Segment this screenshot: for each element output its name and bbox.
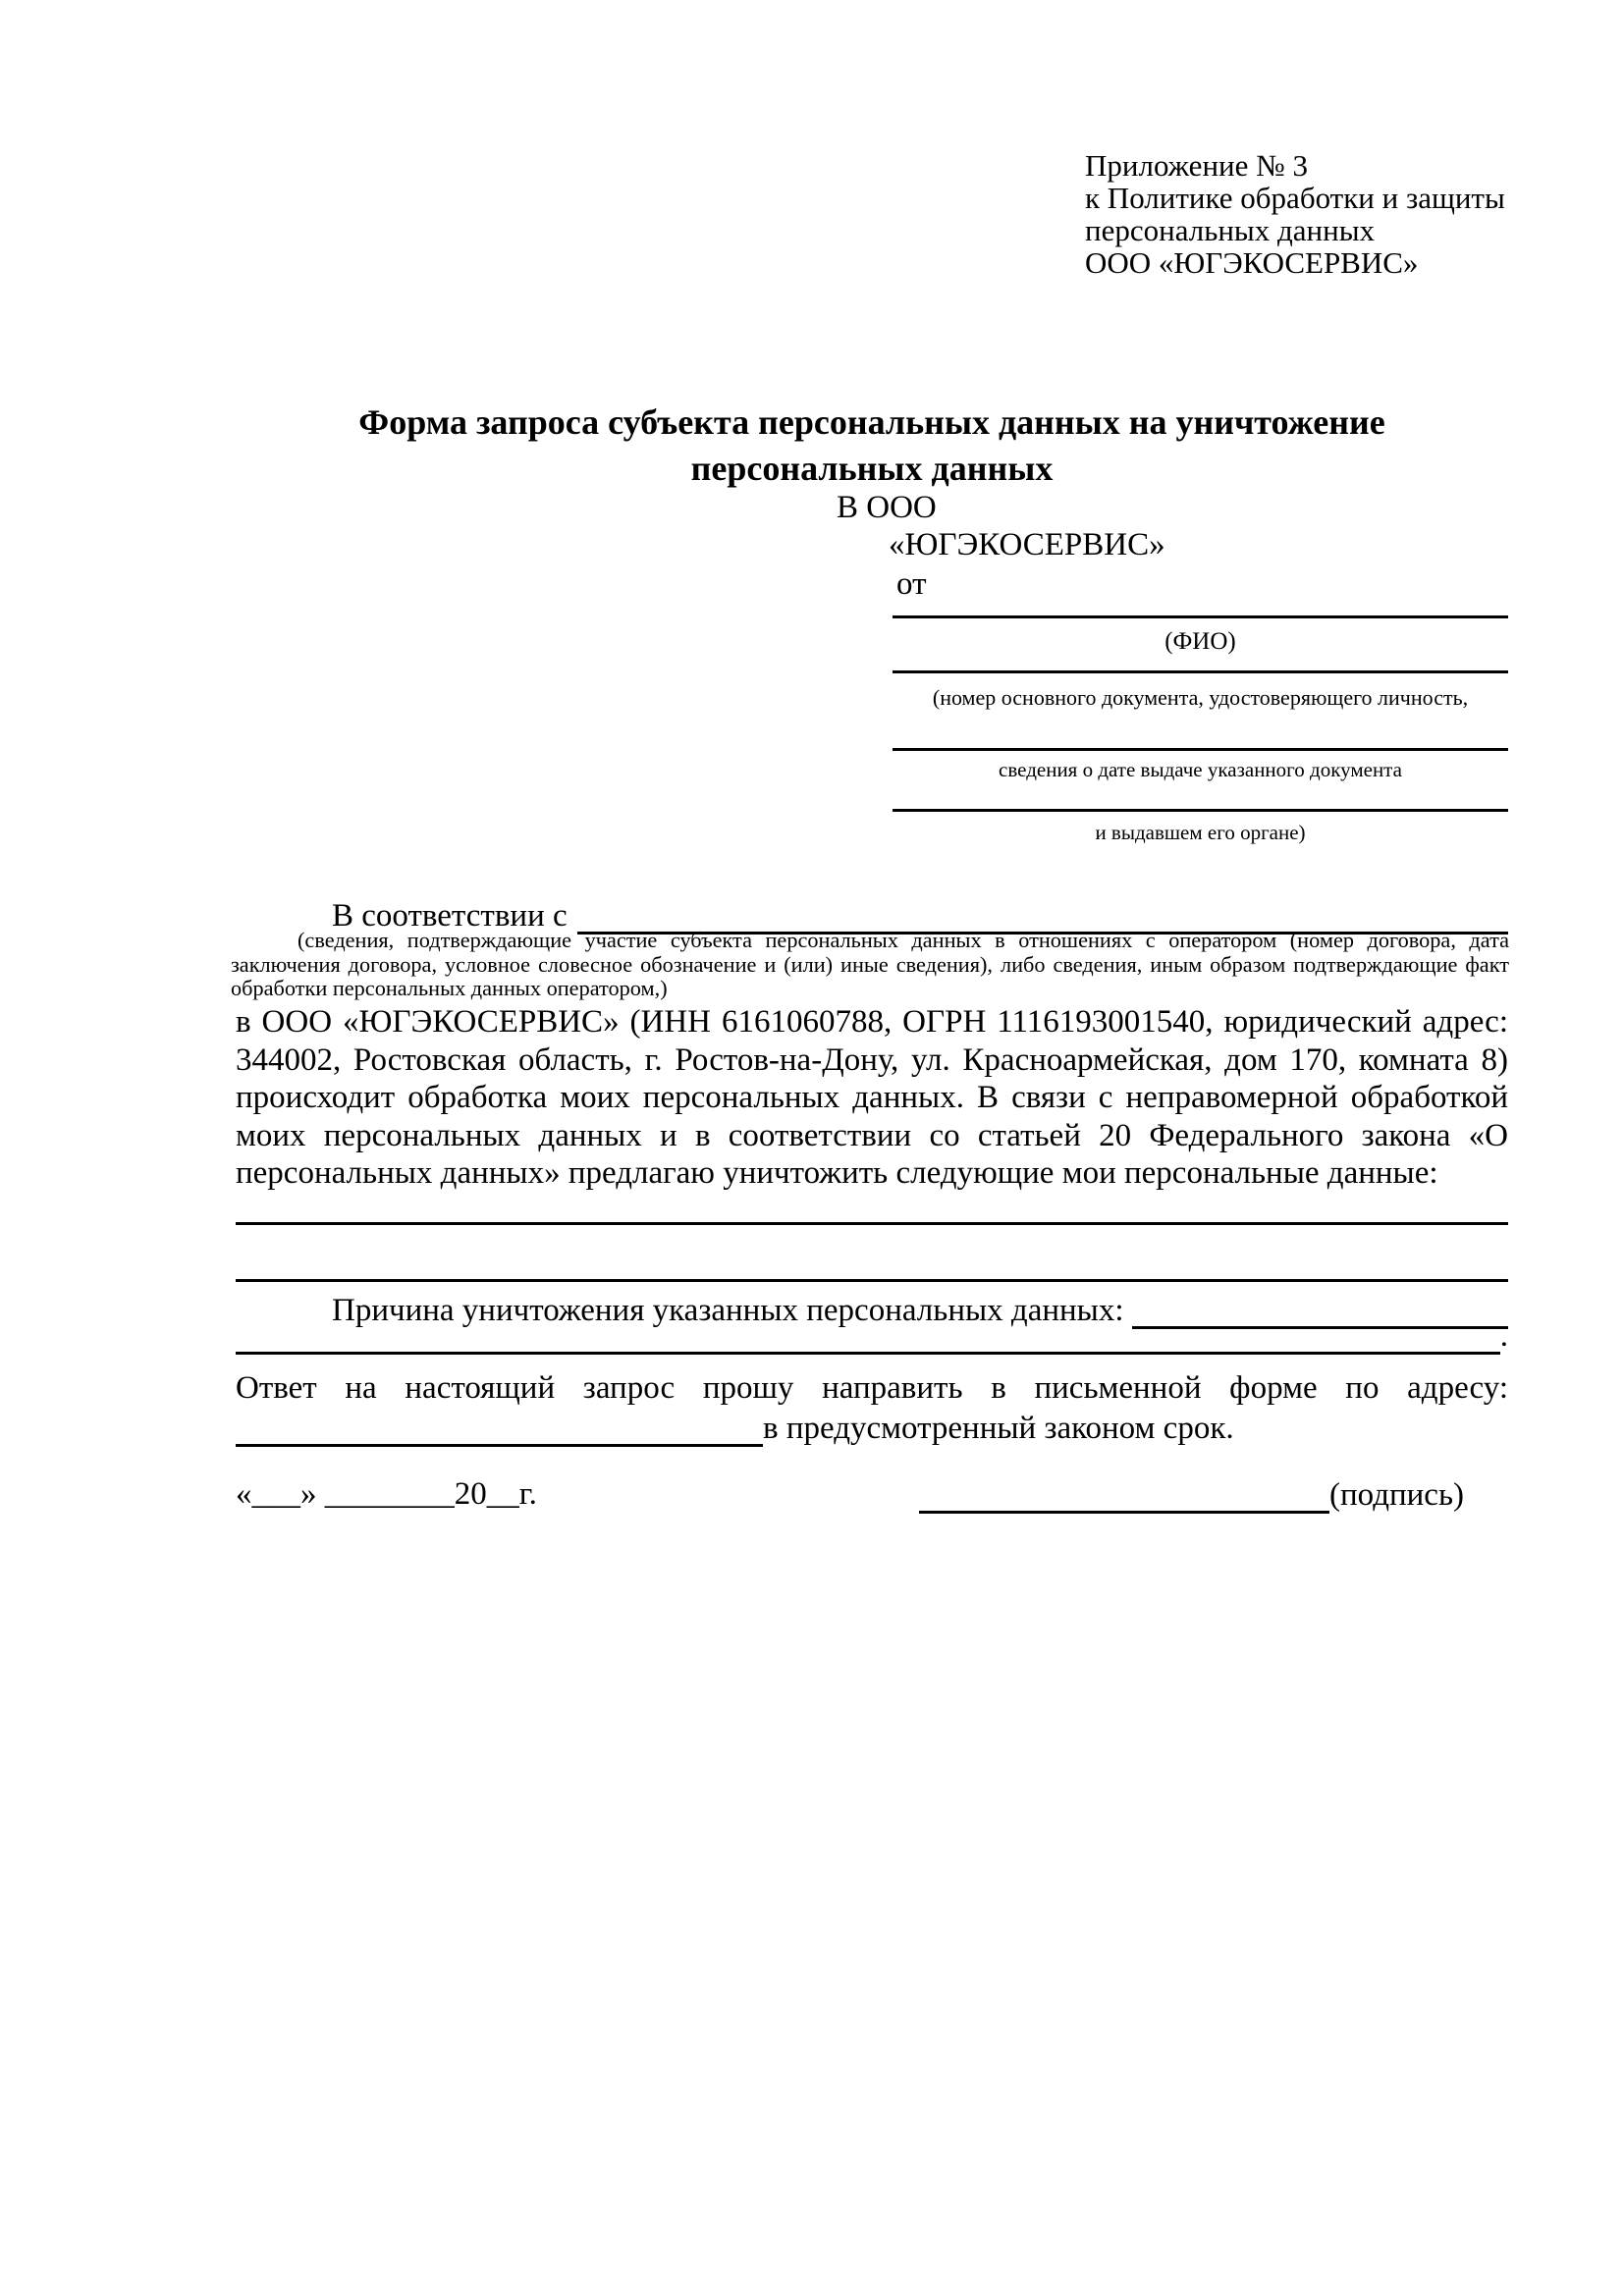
signature-row bbox=[919, 1474, 1464, 1514]
accordance-label: В соответствии с bbox=[332, 898, 568, 934]
appendix-line-1: Приложение № 3 bbox=[1085, 148, 1308, 183]
answer-tail: в предусмотренный законом срок. bbox=[763, 1411, 1234, 1446]
appendix-line-3: персональных данных bbox=[1085, 213, 1376, 247]
id-doc-input-line-2[interactable] bbox=[893, 748, 1508, 751]
answer-request: Ответ на настоящий запрос прошу направить в письменной форме по адресу: bbox=[236, 1370, 1508, 1406]
id-doc-caption-1: (номер основного документа, удостоверяющего личность, bbox=[932, 685, 1469, 710]
appendix-line-2: к Политике обработки и защиты bbox=[1085, 181, 1505, 215]
address-input-line[interactable] bbox=[236, 1444, 763, 1447]
reason-input-line-2[interactable] bbox=[236, 1352, 1500, 1355]
appendix-line-4: ООО «ЮГЭКОСЕРВИС» bbox=[1085, 245, 1419, 280]
date-blank-field[interactable]: «___» ________20__г. bbox=[236, 1476, 537, 1512]
personal-data-input-line-1[interactable] bbox=[236, 1222, 1508, 1225]
id-doc-input-line-3[interactable] bbox=[893, 809, 1508, 812]
appendix-note bbox=[1085, 149, 1505, 279]
document-title: Форма запроса субъекта персональных данных на уничтожение персональных данных bbox=[358, 402, 1385, 488]
reason-line-end: . bbox=[1499, 1318, 1508, 1354]
fio-caption: (ФИО) bbox=[1164, 628, 1236, 655]
reason-label: Причина уничтожения указанных персональных данных: bbox=[332, 1293, 1124, 1328]
signature-caption: (подпись) bbox=[1329, 1477, 1464, 1513]
accordance-note: (сведения, подтверждающие участие субъекта персональных данных в отношениях с оператором (номер договора, дата заключения договора, условное словесное обозначение и (или) иные сведения), либо сведения, иным образом подтверждающие факт обработки персональных данных оператором,) bbox=[231, 928, 1509, 1001]
fio-input-line[interactable] bbox=[893, 615, 1508, 618]
id-doc-caption-2: сведения о дате выдаче указанного документа bbox=[999, 758, 1402, 781]
id-doc-caption-3: и выдавшем его органе) bbox=[1095, 821, 1306, 844]
recipient-from-label: от bbox=[896, 566, 927, 602]
signature-input-line[interactable] bbox=[919, 1511, 1329, 1514]
recipient-to-prefix: В ООО bbox=[837, 490, 937, 525]
reason-continuation-row bbox=[236, 1317, 1508, 1355]
id-doc-input-line-1[interactable] bbox=[893, 670, 1508, 673]
personal-data-input-line-2[interactable] bbox=[236, 1279, 1508, 1282]
main-paragraph: в ООО «ЮГЭКОСЕРВИС» (ИНН 6161060788, ОГРН 1116193001540, юридический адрес: 344002, Ростовская область, г. Ростов-на-Дону, ул. Красноармейская, дом 170, комната 8) происходит обработка моих персональных данных. В связи с неправомерной обработкой моих персональных данных и в соответствии со статьей 20 Федерального закона «О персональных данных» предлагаю уничтожить следующие мои персональные данные: bbox=[236, 1004, 1508, 1192]
answer-address-row bbox=[236, 1408, 1508, 1447]
recipient-org-name: «ЮГЭКОСЕРВИС» bbox=[889, 527, 1165, 562]
